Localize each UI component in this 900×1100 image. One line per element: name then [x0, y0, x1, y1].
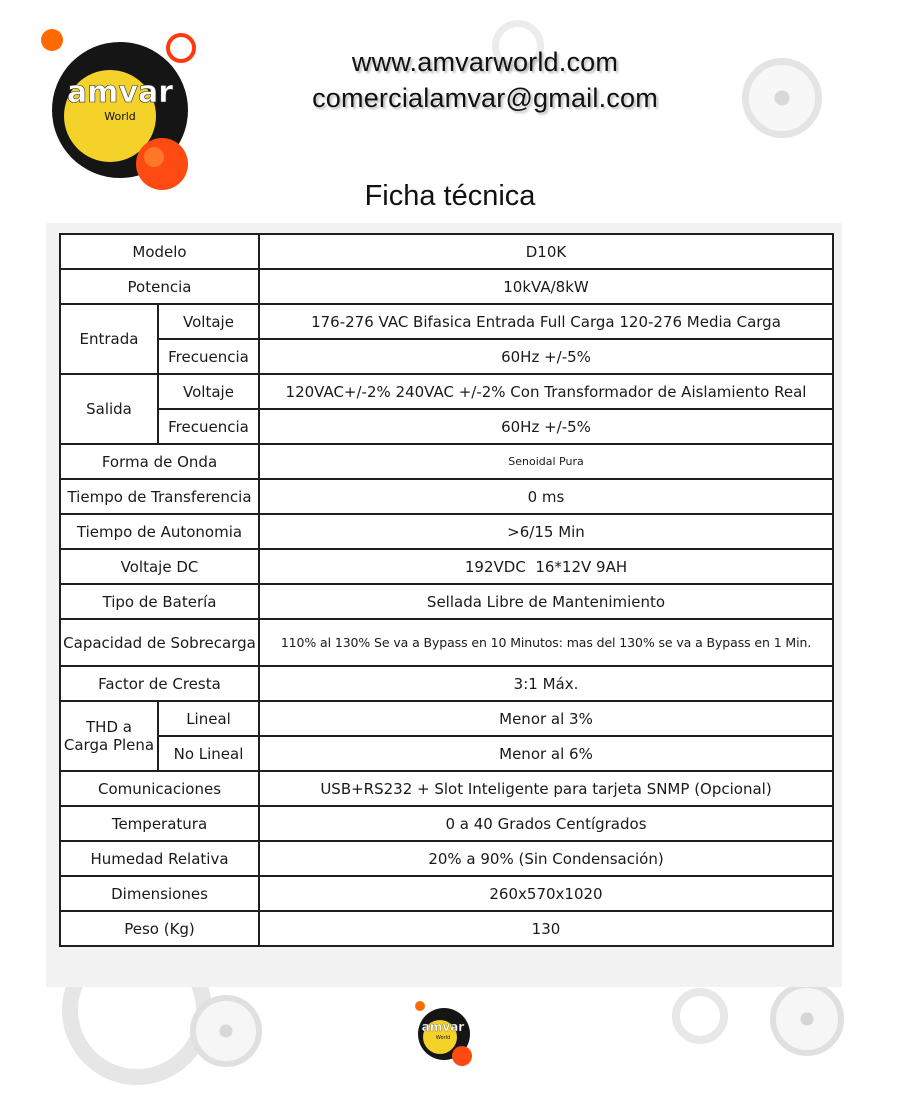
spec-group-label: Entrada — [60, 304, 158, 374]
spec-label: Voltaje DC — [60, 549, 259, 584]
table-row — [60, 549, 833, 584]
spec-value: Senoidal Pura — [259, 444, 833, 479]
spec-sublabel: Voltaje — [158, 374, 259, 409]
spec-value: 130 — [259, 911, 833, 946]
table-row — [60, 701, 833, 736]
spec-value: 120VAC+/-2% 240VAC +/-2% Con Transformador de Aislamiento Real — [259, 374, 833, 409]
table-row — [60, 806, 833, 841]
spec-table — [59, 233, 834, 947]
thd-label-line: Carga Plena — [63, 736, 155, 754]
spec-value: 0 ms — [259, 479, 833, 514]
table-row — [60, 514, 833, 549]
table-row — [60, 666, 833, 701]
table-row — [60, 584, 833, 619]
spec-sublabel: Frecuencia — [158, 339, 259, 374]
spec-sublabel: Frecuencia — [158, 409, 259, 444]
spec-sublabel: No Lineal — [158, 736, 259, 771]
spec-label: Tiempo de Transferencia — [60, 479, 259, 514]
spec-value: >6/15 Min — [259, 514, 833, 549]
spec-label: Forma de Onda — [60, 444, 259, 479]
table-row — [60, 269, 833, 304]
table-row — [60, 911, 833, 946]
decorative-disc-top-right — [742, 58, 822, 138]
spec-value: 60Hz +/-5% — [259, 409, 833, 444]
svg-text:World: World — [104, 110, 136, 123]
spec-value: 60Hz +/-5% — [259, 339, 833, 374]
spec-value: D10K — [259, 234, 833, 269]
spec-label: Tiempo de Autonomia — [60, 514, 259, 549]
table-row — [60, 409, 833, 444]
thd-label-line: THD a — [86, 718, 132, 736]
spec-value: Sellada Libre de Mantenimiento — [259, 584, 833, 619]
spec-label: Temperatura — [60, 806, 259, 841]
table-row — [60, 339, 833, 374]
spec-group-label — [60, 701, 158, 771]
spec-label: Comunicaciones — [60, 771, 259, 806]
spec-label: Peso (Kg) — [60, 911, 259, 946]
spec-value: 192VDC 16*12V 9AH — [259, 549, 833, 584]
spec-label: Capacidad de Sobrecarga — [60, 619, 259, 666]
table-row — [60, 374, 833, 409]
svg-text:amvar: amvar — [66, 75, 174, 110]
table-row — [60, 876, 833, 911]
document-title: Ficha técnica — [364, 180, 536, 212]
table-row — [60, 841, 833, 876]
amvar-logo-graphic — [36, 24, 206, 194]
spec-value: 0 a 40 Grados Centígrados — [259, 806, 833, 841]
spec-value: USB+RS232 + Slot Inteligente para tarjeta SNMP (Opcional) — [259, 771, 833, 806]
table-row — [60, 479, 833, 514]
table-row — [60, 304, 833, 339]
decorative-disc-bottom-right — [770, 982, 844, 1056]
table-row — [60, 444, 833, 479]
spec-label: Tipo de Batería — [60, 584, 259, 619]
spec-value: Menor al 6% — [259, 736, 833, 771]
table-row — [60, 234, 833, 269]
spec-label: Humedad Relativa — [60, 841, 259, 876]
spec-value: 3:1 Máx. — [259, 666, 833, 701]
amvar-logo — [36, 24, 206, 194]
spec-label: Dimensiones — [60, 876, 259, 911]
website-link[interactable]: www.amvarworld.com — [351, 47, 619, 77]
spec-label: Factor de Cresta — [60, 666, 259, 701]
decorative-disc-bottom-left — [190, 995, 262, 1067]
decorative-circle-bottom-right-small — [672, 988, 728, 1044]
svg-text:amvar: amvar — [421, 1020, 465, 1034]
email-link[interactable]: comercialamvar@gmail.com — [312, 83, 658, 113]
spec-value: 176-276 VAC Bifasica Entrada Full Carga 120-276 Media Carga — [259, 304, 833, 339]
amvar-footer-logo-graphic — [412, 1000, 476, 1068]
svg-text:World: World — [435, 1035, 451, 1041]
spec-group-label: Salida — [60, 374, 158, 444]
spec-value: 260x570x1020 — [259, 876, 833, 911]
amvar-footer-logo — [412, 1000, 476, 1073]
spec-value: 110% al 130% Se va a Bypass en 10 Minutos: mas del 130% se va a Bypass en 1 Min. — [259, 619, 833, 666]
spec-value: 10kVA/8kW — [259, 269, 833, 304]
spec-sublabel: Lineal — [158, 701, 259, 736]
spec-label: Modelo — [60, 234, 259, 269]
table-row — [60, 736, 833, 771]
table-row — [60, 619, 833, 666]
spec-label: Potencia — [60, 269, 259, 304]
spec-sublabel: Voltaje — [158, 304, 259, 339]
table-row — [60, 771, 833, 806]
spec-value: Menor al 3% — [259, 701, 833, 736]
spec-value: 20% a 90% (Sin Condensación) — [259, 841, 833, 876]
contact-block — [250, 44, 720, 116]
